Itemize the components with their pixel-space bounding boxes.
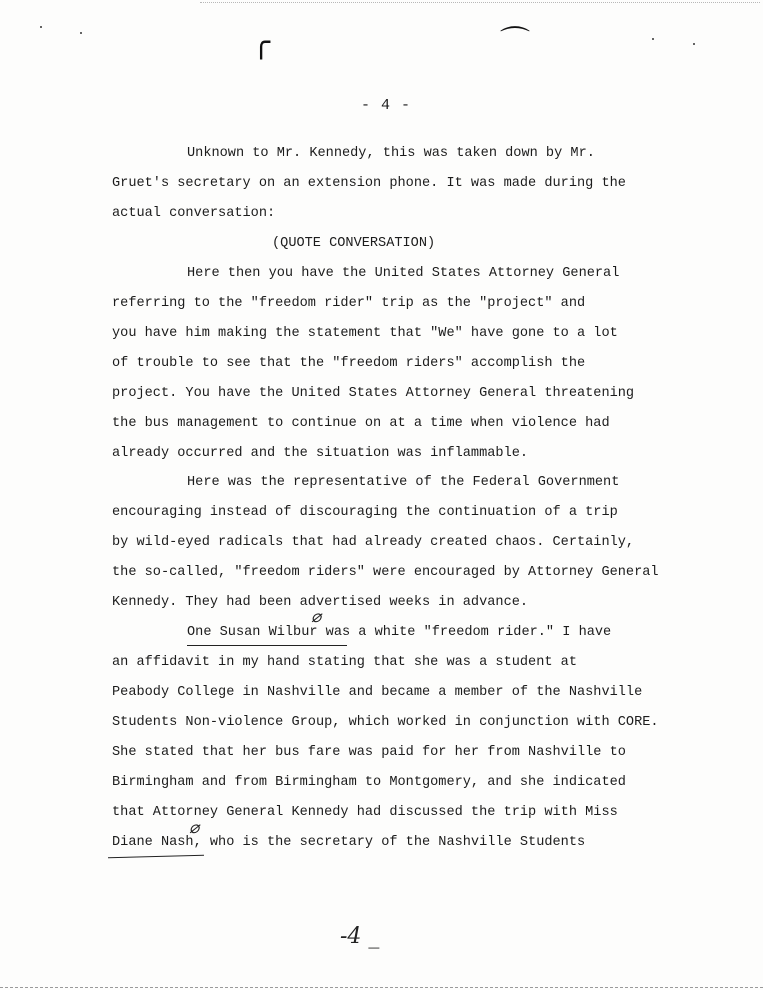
text-line: project. You have the United States Attorney General threatening: [112, 386, 635, 401]
text-line: Students Non-violence Group, which worked in conjunction with CORE.: [112, 715, 659, 730]
text-line: Diane Nash, who is the secretary of the Nashville Students: [112, 835, 586, 850]
text-line: Kennedy. They had been advertised weeks in advance.: [112, 595, 529, 610]
handwritten-underline-susan-wilbur: [187, 645, 347, 646]
text-line: that Attorney General Kennedy had discussed the trip with Miss: [112, 805, 618, 820]
binder-hole-mark-right: ⌒: [500, 25, 530, 60]
text-line: by wild-eyed radicals that had already created chaos. Certainly,: [112, 535, 635, 550]
text-line: referring to the "freedom rider" trip as the "project" and: [112, 296, 586, 311]
page-number-top: - 4 -: [361, 97, 412, 114]
quote-heading: (QUOTE CONVERSATION): [272, 236, 436, 251]
text-line: encouraging instead of discouraging the continuation of a trip: [112, 505, 618, 520]
text-line: Peabody College in Nashville and became a member of the Nashville: [112, 685, 643, 700]
text-line: the bus management to continue on at a time when violence had: [112, 416, 610, 431]
text-line: One Susan Wilbur was a white "freedom rider." I have: [187, 625, 612, 640]
text-line: Birmingham and from Birmingham to Montgomery, and she indicated: [112, 775, 626, 790]
text-line: Gruet's secretary on an extension phone. It was made during the: [112, 176, 626, 191]
text-line: an affidavit in my hand stating that she was a student at: [112, 655, 577, 670]
scan-speck: [652, 38, 654, 40]
text-line: Unknown to Mr. Kennedy, this was taken down by Mr.: [187, 146, 595, 161]
scan-speck: [693, 43, 695, 45]
text-line: you have him making the statement that "We" have gone to a lot: [112, 326, 618, 341]
bottom-dashed-border: [0, 987, 763, 988]
text-line: already occurred and the situation was inflammable.: [112, 446, 529, 461]
top-dotted-border: [200, 2, 760, 3]
handwritten-mark: ⌀: [189, 818, 200, 838]
text-line: of trouble to see that the "freedom riders" accomplish the: [112, 356, 586, 371]
scan-speck: [40, 26, 42, 28]
binder-hole-mark-left: ╭: [252, 25, 271, 60]
text-line: She stated that her bus fare was paid for her from Nashville to: [112, 745, 626, 760]
text-line: Here then you have the United States Attorney General: [187, 266, 620, 281]
scan-speck: [80, 32, 82, 34]
text-line: the so-called, "freedom riders" were encouraged by Attorney General: [112, 565, 659, 580]
handwritten-mark: ⌀: [311, 607, 322, 627]
handwritten-underline-diane-nash: [108, 855, 204, 859]
text-line: actual conversation:: [112, 206, 276, 221]
page-number-bottom: -4 _: [340, 924, 380, 949]
text-line: Here was the representative of the Federal Government: [187, 475, 620, 490]
